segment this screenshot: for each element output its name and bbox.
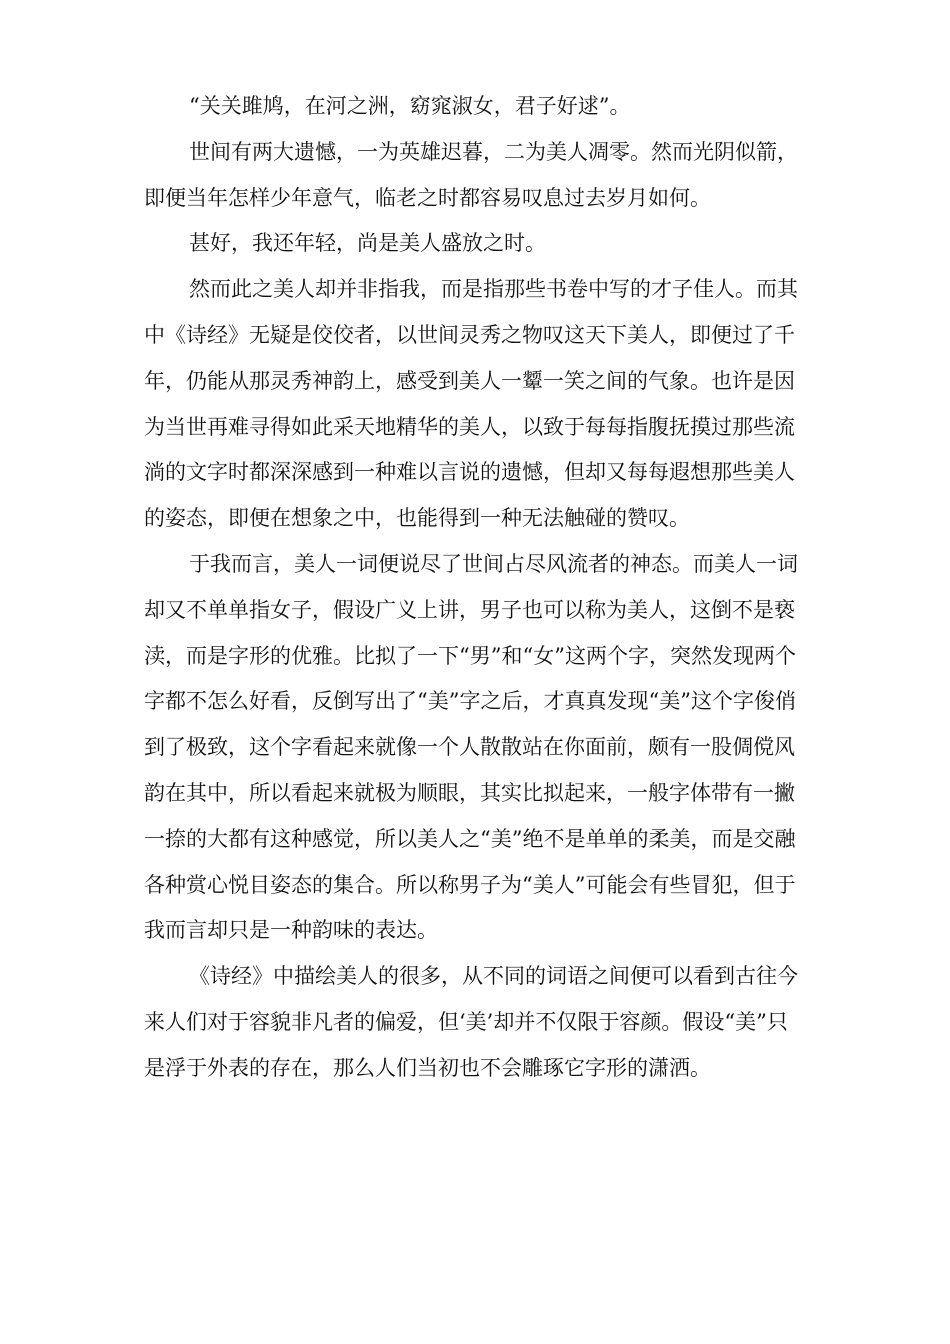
document-page <box>144 84 806 1092</box>
youth-paragraph: 甚好，我还年轻，尚是美人盛放之时。 <box>189 231 546 256</box>
poem-quote-paragraph: “关关雎鸠，在河之洲，窈窕淑女，君子好逑”。 <box>189 94 631 118</box>
shijing-beauty-paragraph: 然而此之美人却并非指我，而是指那些书卷中写的才子佳人。而其中《诗经》无疑是佼佼者，以世间灵秀之物叹这天下美人，即便过了千年，仍能从那灵秀神韵上，感受到美人一颦一笑之间的气象。也许是因为当世再难寻得如此采天地精华的美人，以致于每每指腹抚摸过那些流淌的文字时都深深感到一种难以言说的遗憾，但却又每每遐想那些美人的姿态，即便在想象之中，也能得到一种无法触碰的赞叹。 <box>144 277 798 531</box>
beauty-word-paragraph: 于我而言，美人一词便说尽了世间占尽风流者的神态。而美人一词却又不单单指女子，假设广义上讲，男子也可以称为美人，这倒不是亵渎，而是字形的优雅。比拟了一下“男”和“女”这两个字，突然发现两个字都不怎么好看，反倒写出了“美”字之后，才真真发现“美”这个字俊俏到了极致，这个字看起来就像一个人散散站在你面前，颇有一股倜傥风韵在其中，所以看起来就极为顺眼，其实比拟起来，一般字体带有一撇一捺的大都有这种感觉，所以美人之“美”绝不是单单的柔美，而是交融各种赏心悦目姿态的集合。所以称男子为“美人”可能会有些冒犯，但于我而言却只是一种韵味的表达。 <box>144 551 798 943</box>
regret-paragraph: 世间有两大遗憾，一为英雄迟暮，二为美人凋零。然而光阴似箭，即便当年怎样少年意气，临老之时都容易叹息过去岁月如何。 <box>144 139 798 210</box>
closing-paragraph: 《诗经》中描绘美人的很多，从不同的词语之间便可以看到古往今来人们对于容貌非凡者的偏爱，但‘美’却并不仅限于容颜。假设“美”只是浮于外表的存在，那么人们当初也不会雕琢它字形的潇洒。 <box>144 964 798 1080</box>
